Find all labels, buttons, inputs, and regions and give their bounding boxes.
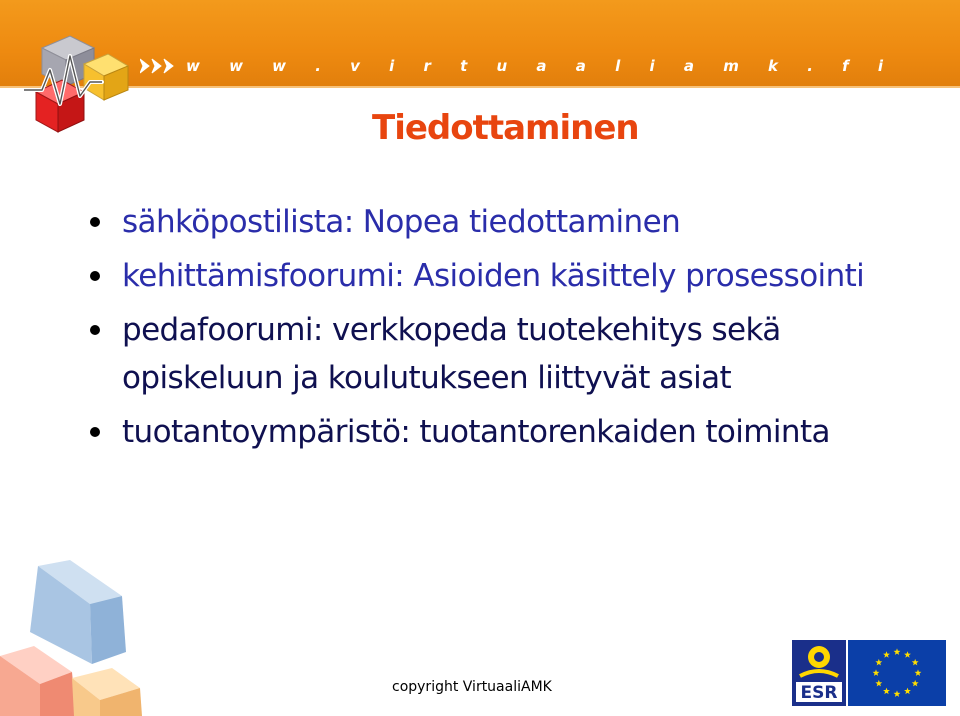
slide-title: Tiedottaminen: [372, 108, 639, 148]
bullet-dot-icon: [90, 427, 100, 437]
bullet-list: [90, 198, 890, 462]
bullet-text: kehittämisfoorumi: Asioiden käsittely prosessointi: [122, 258, 865, 294]
esr-logo-icon: [792, 640, 846, 706]
esr-label: ESR: [800, 683, 838, 703]
bullet-dot-icon: [90, 325, 100, 335]
bullet-text: pedafoorumi: verkkopeda tuotekehitys sekä opiskeluun ja koulutukseen liittyvät asiat: [122, 312, 781, 396]
eu-flag-icon: [848, 640, 946, 706]
bullet-text: sähköpostilista: Nopea tiedottaminen: [122, 204, 681, 240]
banner-url: w w w . v i r t u a a l i a m k . f i: [186, 57, 896, 75]
bullet-item: [90, 306, 890, 402]
bullet-text: tuotantoympäristö: tuotantorenkaiden toiminta: [122, 414, 830, 450]
bullet-item: [90, 252, 890, 300]
bullet-item: [90, 198, 890, 246]
virtuaaliamk-logo-icon: [22, 26, 140, 138]
bullet-dot-icon: [90, 271, 100, 281]
bullet-dot-icon: [90, 217, 100, 227]
banner: [140, 55, 895, 77]
triple-arrow-icon: [140, 58, 176, 74]
bullet-item: [90, 408, 890, 456]
copyright-text: copyright VirtuaaliAMK: [392, 679, 552, 695]
decorative-cubes-icon: [0, 560, 150, 716]
header-divider: [0, 86, 960, 88]
